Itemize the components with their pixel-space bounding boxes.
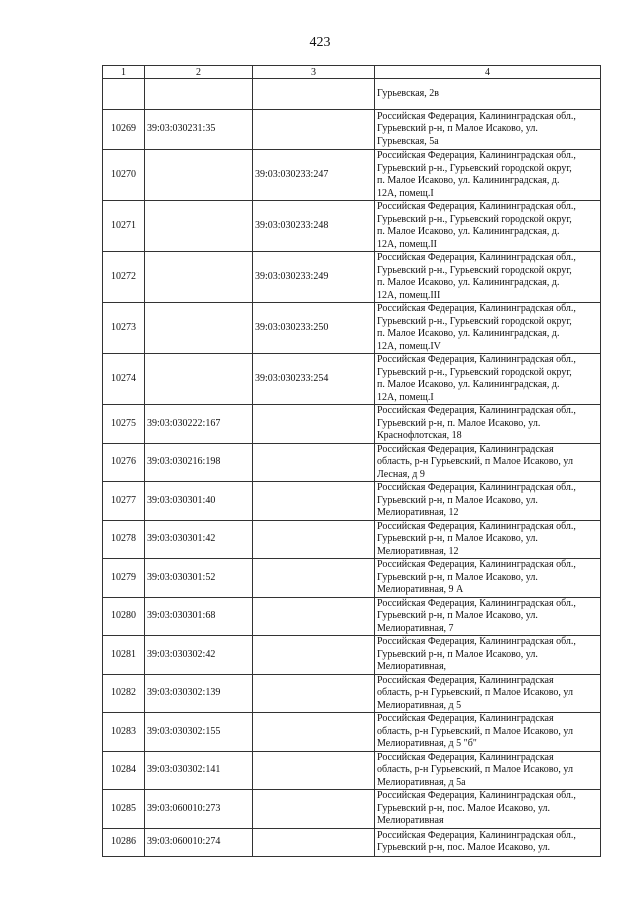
cadastral-number-premises: 39:03:030233:250 <box>253 303 375 354</box>
address-text: Российская Федерация, Калининградская обл., Гурьевский р-н., Гурьевский городской округ, п. Малое Исаково, ул. Калининградская, д. 12А, помещ.II <box>377 201 576 250</box>
row-number: 10269 <box>103 110 145 150</box>
row-number: 10276 <box>103 443 145 482</box>
address-text: Российская Федерация, Калининградская область, р-н Гурьевский, п Малое Исаково, ул Мелиоративная, д 5 <box>377 674 573 711</box>
table-row <box>103 636 601 675</box>
cadastral-number-premises <box>253 443 375 482</box>
cadastral-number-parcel: 39:03:030301:40 <box>145 482 253 521</box>
row-number: 10285 <box>103 790 145 829</box>
page-number: 423 <box>309 35 331 50</box>
address-text: Российская Федерация, Калининградская обл., Гурьевский р-н, пос. Малое Исаково, ул. Мелиоративная <box>377 790 576 826</box>
cadastral-number-parcel: 39:03:030216:198 <box>145 443 253 482</box>
address-cell <box>375 354 601 405</box>
row-number: 10272 <box>103 252 145 303</box>
address-cell <box>375 713 601 752</box>
cadastral-number-parcel: 39:03:030301:68 <box>145 597 253 636</box>
cadastral-number-parcel: 39:03:030301:42 <box>145 520 253 559</box>
row-number: 10284 <box>103 751 145 790</box>
table-row <box>103 110 601 150</box>
cadastral-number-premises <box>253 482 375 521</box>
address-text: Российская Федерация, Калининградская обл., Гурьевский р-н, п Малое Исаково, ул. Мелиоративная, 12 <box>377 520 576 557</box>
address-cell <box>375 79 601 110</box>
table-row <box>103 354 601 405</box>
cadastral-number-parcel: 39:03:060010:273 <box>145 790 253 829</box>
cadastral-number-premises <box>253 79 375 110</box>
cadastral-number-parcel: 39:03:030231:35 <box>145 110 253 150</box>
address-cell <box>375 405 601 444</box>
cadastral-number-parcel: 39:03:030302:155 <box>145 713 253 752</box>
address-cell <box>375 303 601 354</box>
row-number: 10283 <box>103 713 145 752</box>
address-cell <box>375 636 601 675</box>
row-number: 10282 <box>103 674 145 713</box>
table-row <box>103 597 601 636</box>
table-row <box>103 252 601 303</box>
cadastral-number-parcel <box>145 201 253 252</box>
address-cell <box>375 751 601 790</box>
table-row <box>103 674 601 713</box>
table-row <box>103 79 601 110</box>
address-text: Российская Федерация, Калининградская обл., Гурьевский р-н, п Малое Исаково, ул. Мелиоративная, <box>377 636 576 672</box>
cadastral-number-premises <box>253 636 375 675</box>
table-row <box>103 405 601 444</box>
address-cell <box>375 597 601 636</box>
cadastral-number-parcel <box>145 79 253 110</box>
cadastral-number-premises <box>253 559 375 598</box>
address-cell <box>375 201 601 252</box>
table-row <box>103 713 601 752</box>
row-number: 10280 <box>103 597 145 636</box>
row-number: 10273 <box>103 303 145 354</box>
address-cell <box>375 790 601 829</box>
address-cell <box>375 520 601 559</box>
table-row <box>103 201 601 252</box>
address-text: Гурьевская, 2в <box>377 87 439 99</box>
cadastral-number-parcel: 39:03:030301:52 <box>145 559 253 598</box>
column-header: 4 <box>375 66 601 79</box>
cadastral-number-premises <box>253 405 375 444</box>
table-row <box>103 520 601 559</box>
registry-table <box>102 65 601 857</box>
cadastral-number-premises <box>253 597 375 636</box>
address-text: Российская Федерация, Калининградская обл., Гурьевский р-н., Гурьевский городской округ, п. Малое Исаково, ул. Калининградская, д. 12А, помещ.I <box>377 150 576 199</box>
row-number: 10286 <box>103 828 145 856</box>
cadastral-number-premises <box>253 790 375 829</box>
cadastral-number-parcel: 39:03:030302:139 <box>145 674 253 713</box>
address-text: Российская Федерация, Калининградская обл., Гурьевский р-н, пос. Малое Исаково, ул. <box>377 829 576 853</box>
cadastral-number-parcel: 39:03:060010:274 <box>145 828 253 856</box>
cadastral-number-premises <box>253 674 375 713</box>
address-cell <box>375 674 601 713</box>
address-cell <box>375 443 601 482</box>
row-number: 10274 <box>103 354 145 405</box>
table-row <box>103 303 601 354</box>
address-text: Российская Федерация, Калининградская обл., Гурьевский р-н, п Малое Исаково, ул. Гурьевская, 5а <box>377 110 576 147</box>
table-header-row <box>103 66 601 79</box>
address-text: Российская Федерация, Калининградская обл., Гурьевский р-н., Гурьевский городской округ, п. Малое Исаково, ул. Калининградская, д. 12А, помещ.III <box>377 252 576 301</box>
cadastral-number-premises: 39:03:030233:247 <box>253 150 375 201</box>
column-header: 1 <box>103 66 145 79</box>
address-text: Российская Федерация, Калининградская область, р-н Гурьевский, п Малое Исаково, ул Мелиоративная, д 5 "б" <box>377 713 573 749</box>
address-text: Российская Федерация, Калининградская обл., Гурьевский р-н., Гурьевский городской округ, п. Малое Исаково, ул. Калининградская, д. 12А, помещ.I <box>377 354 576 403</box>
column-header: 3 <box>253 66 375 79</box>
table-row <box>103 443 601 482</box>
table-row <box>103 828 601 856</box>
address-cell <box>375 252 601 303</box>
cadastral-number-premises: 39:03:030233:248 <box>253 201 375 252</box>
cadastral-number-parcel <box>145 150 253 201</box>
table-row <box>103 482 601 521</box>
address-text: Российская Федерация, Калининградская обл., Гурьевский р-н., Гурьевский городской округ, п. Малое Исаково, ул. Калининградская, д. 12А, помещ.IV <box>377 303 576 352</box>
address-text: Российская Федерация, Калининградская обл., Гурьевский р-н, п Малое Исаково, ул. Мелиоративная, 12 <box>377 482 576 518</box>
row-number: 10270 <box>103 150 145 201</box>
row-number: 10271 <box>103 201 145 252</box>
address-cell <box>375 110 601 150</box>
table-row <box>103 559 601 598</box>
address-cell <box>375 559 601 598</box>
address-cell <box>375 828 601 856</box>
row-number: 10275 <box>103 405 145 444</box>
cadastral-number-parcel <box>145 252 253 303</box>
table-row <box>103 790 601 829</box>
cadastral-number-parcel: 39:03:030222:167 <box>145 405 253 444</box>
address-text: Российская Федерация, Калининградская область, р-н Гурьевский, п Малое Исаково, ул Лесная, д 9 <box>377 443 573 480</box>
cadastral-number-premises <box>253 751 375 790</box>
cadastral-number-premises <box>253 520 375 559</box>
cadastral-number-premises <box>253 110 375 150</box>
cadastral-number-parcel: 39:03:030302:141 <box>145 751 253 790</box>
address-text: Российская Федерация, Калининградская обл., Гурьевский р-н, п. Малое Исаково, ул. Краснофлотская, 18 <box>377 405 576 441</box>
address-text: Российская Федерация, Калининградская обл., Гурьевский р-н, п Малое Исаково, ул. Мелиоративная, 9 А <box>377 559 576 595</box>
column-header: 2 <box>145 66 253 79</box>
cadastral-number-parcel <box>145 354 253 405</box>
address-cell <box>375 482 601 521</box>
address-text: Российская Федерация, Калининградская область, р-н Гурьевский, п Малое Исаково, ул Мелиоративная, д 5а <box>377 751 573 788</box>
row-number: 10281 <box>103 636 145 675</box>
address-text: Российская Федерация, Калининградская обл., Гурьевский р-н, п Малое Исаково, ул. Мелиоративная, 7 <box>377 597 576 634</box>
cadastral-number-parcel: 39:03:030302:42 <box>145 636 253 675</box>
row-number <box>103 79 145 110</box>
cadastral-number-premises: 39:03:030233:249 <box>253 252 375 303</box>
cadastral-number-parcel <box>145 303 253 354</box>
table-row <box>103 751 601 790</box>
row-number: 10277 <box>103 482 145 521</box>
cadastral-number-premises <box>253 713 375 752</box>
table-row <box>103 150 601 201</box>
cadastral-number-premises: 39:03:030233:254 <box>253 354 375 405</box>
row-number: 10279 <box>103 559 145 598</box>
cadastral-number-premises <box>253 828 375 856</box>
address-cell <box>375 150 601 201</box>
row-number: 10278 <box>103 520 145 559</box>
